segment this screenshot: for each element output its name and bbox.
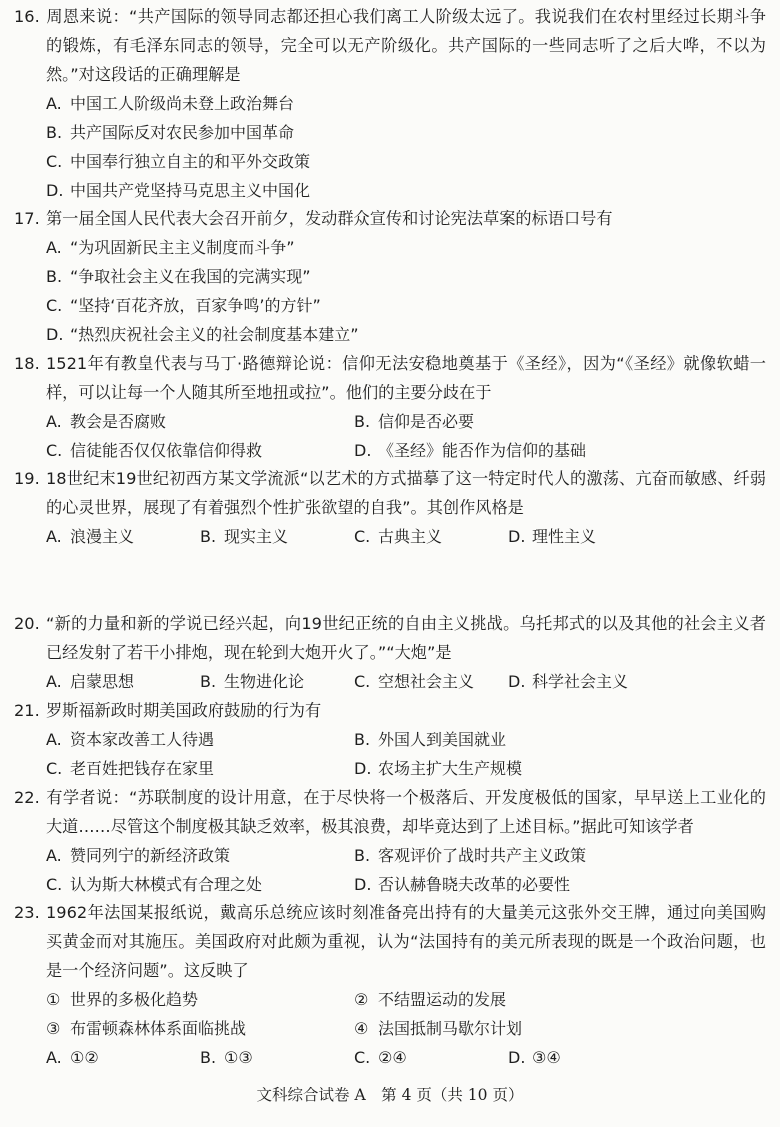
option-c (46, 436, 354, 465)
question-number: 22. (14, 788, 40, 807)
option-text: 《圣经》能否作为信仰的基础 (378, 441, 587, 460)
statement-text: 不结盟运动的发展 (378, 990, 507, 1009)
option-letter: B. (46, 123, 63, 142)
statement-list (14, 985, 766, 1043)
question-stem (14, 349, 766, 407)
option-a (46, 725, 354, 754)
option-text: 中国共产党坚持马克思主义中国化 (70, 181, 311, 200)
statement-mark: ④ (354, 1019, 369, 1038)
option-letter: A. (46, 730, 62, 749)
question-text: 周恩来说：“共产国际的领导同志都还担心我们离工人阶级太远了。我说我们在农村里经过长期斗争的锻炼，有毛泽东同志的领导，完全可以无产阶级化。共产国际的一些同志听了之后大哗，不以为然。”对这段话的正确理解是 (46, 7, 766, 84)
option-a (46, 89, 766, 118)
option-list (14, 841, 766, 899)
option-text: 空想社会主义 (378, 672, 475, 691)
option-c (46, 291, 766, 320)
option-letter: C. (354, 527, 371, 546)
question-23 (14, 898, 766, 1072)
option-text: 共产国际反对农民参加中国革命 (70, 123, 295, 142)
option-text: “坚持‘百花齐放，百家争鸣’的方针” (70, 296, 321, 315)
statement-4 (354, 1014, 662, 1043)
option-d (46, 320, 766, 349)
page-footer: 文科综合试卷 A 第 4 页（共 10 页） (256, 1086, 524, 1104)
question-16 (14, 2, 766, 205)
option-text: 现实主义 (224, 527, 289, 546)
option-d (354, 436, 662, 465)
option-text: 浪漫主义 (70, 527, 135, 546)
option-text: 否认赫鲁晓夫改革的必要性 (378, 875, 571, 894)
question-number: 21. (14, 701, 40, 720)
question-stem (14, 696, 766, 725)
option-a (46, 1043, 200, 1072)
option-list (14, 407, 766, 465)
option-d (508, 667, 662, 696)
question-text: “新的力量和新的学说已经兴起，向19世纪正统的自由主义挑战。乌托邦式的以及其他的社会主义者已经发射了若干小排炮，现在轮到大炮开火了。”“大炮”是 (46, 614, 766, 662)
option-letter: D. (46, 181, 64, 200)
option-letter: C. (46, 296, 63, 315)
question-21 (14, 696, 766, 783)
option-b (354, 841, 662, 870)
option-list (14, 667, 766, 696)
question-number: 17. (14, 209, 40, 228)
option-text: ①③ (224, 1048, 253, 1067)
option-text: “热烈庆祝社会主义的社会制度基本建立” (70, 325, 359, 344)
option-letter: D. (354, 875, 372, 894)
option-letter: A. (46, 94, 62, 113)
question-number: 18. (14, 354, 40, 373)
option-letter: B. (46, 267, 63, 286)
option-b (200, 667, 354, 696)
option-letter: C. (46, 759, 63, 778)
option-text: ②④ (378, 1048, 407, 1067)
option-letter: D. (508, 672, 526, 691)
option-letter: A. (46, 527, 62, 546)
option-d (354, 870, 662, 899)
option-list (14, 89, 766, 205)
option-text: 生物进化论 (224, 672, 305, 691)
question-number: 19. (14, 469, 40, 488)
option-b (200, 522, 354, 551)
option-letter: D. (508, 1048, 526, 1067)
option-a (46, 522, 200, 551)
option-list (14, 233, 766, 349)
statement-2 (354, 985, 662, 1014)
statement-mark: ③ (46, 1019, 61, 1038)
statement-text: 法国抵制马歇尔计划 (378, 1019, 523, 1038)
option-letter: C. (46, 441, 63, 460)
option-letter: C. (354, 1048, 371, 1067)
option-text: 中国工人阶级尚未登上政治舞台 (70, 94, 295, 113)
option-text: ①② (70, 1048, 99, 1067)
option-d (354, 754, 662, 783)
option-b (46, 262, 766, 291)
question-stem (14, 783, 766, 841)
option-text: 客观评价了战时共产主义政策 (378, 846, 587, 865)
option-a (46, 667, 200, 696)
option-letter: A. (46, 846, 62, 865)
option-c (354, 522, 508, 551)
question-stem (14, 2, 766, 89)
option-c (46, 870, 354, 899)
option-text: 科学社会主义 (532, 672, 629, 691)
question-text: 18世纪末19世纪初西方某文学流派“以艺术的方式描摹了这一特定时代人的激荡、亢奋而敏感、纤弱的心灵世界，展现了有着强烈个性扩张欲望的自我”。其创作风格是 (46, 469, 766, 517)
option-c (46, 754, 354, 783)
option-letter: B. (354, 730, 371, 749)
option-letter: A. (46, 672, 62, 691)
option-c (354, 1043, 508, 1072)
option-letter: C. (46, 152, 63, 171)
option-letter: C. (46, 875, 63, 894)
question-20 (14, 609, 766, 696)
option-text: 中国奉行独立自主的和平外交政策 (70, 152, 311, 171)
option-list (14, 725, 766, 783)
question-text: 罗斯福新政时期美国政府鼓励的行为有 (46, 701, 322, 720)
option-a (46, 407, 354, 436)
question-stem (14, 898, 766, 985)
option-text: “争取社会主义在我国的完满实现” (70, 267, 311, 286)
option-letter: D. (46, 325, 64, 344)
option-letter: B. (354, 412, 371, 431)
option-text: 认为斯大林模式有合理之处 (70, 875, 263, 894)
question-text: 1521年有教皇代表与马丁·路德辩论说：信仰无法安稳地奠基于《圣经》，因为“《圣经》就像软蜡一样，可以让每一个人随其所至地扭或拉”。他们的主要分歧在于 (46, 354, 766, 402)
statement-mark: ① (46, 990, 61, 1009)
option-letter: C. (354, 672, 371, 691)
option-text: 信仰是否必要 (378, 412, 475, 431)
question-22 (14, 783, 766, 899)
option-list (14, 1043, 766, 1072)
statement-mark: ② (354, 990, 369, 1009)
question-18 (14, 349, 766, 465)
question-number: 16. (14, 7, 40, 26)
question-text: 第一届全国人民代表大会召开前夕，发动群众宣传和讨论宪法草案的标语口号有 (46, 209, 613, 228)
statement-3 (46, 1014, 354, 1043)
option-text: 资本家改善工人待遇 (70, 730, 215, 749)
option-letter: B. (200, 527, 217, 546)
question-number: 23. (14, 903, 40, 922)
question-text: 1962年法国某报纸说，戴高乐总统应该时刻准备亮出持有的大量美元这张外交王牌，通过向美国购买黄金而对其施压。美国政府对此颇为重视，认为“法国持有的美元所表现的既是一个政治问题，也是一个经济问题”。这反映了 (46, 903, 766, 980)
option-text: 启蒙思想 (70, 672, 135, 691)
option-c (354, 667, 508, 696)
question-19 (14, 464, 766, 551)
option-a (46, 233, 766, 262)
option-text: ③④ (532, 1048, 561, 1067)
option-d (508, 1043, 662, 1072)
option-letter: B. (354, 846, 371, 865)
option-letter: A. (46, 1048, 62, 1067)
statement-text: 世界的多极化趋势 (70, 990, 199, 1009)
option-text: 老百姓把钱存在家里 (70, 759, 215, 778)
question-17 (14, 204, 766, 349)
option-b (200, 1043, 354, 1072)
question-stem (14, 464, 766, 522)
statement-1 (46, 985, 354, 1014)
option-list (14, 522, 766, 551)
option-text: 古典主义 (378, 527, 443, 546)
option-letter: B. (200, 672, 217, 691)
option-text: 信徒能否仅仅依靠信仰得救 (70, 441, 263, 460)
option-text: 理性主义 (532, 527, 597, 546)
option-letter: B. (200, 1048, 217, 1067)
option-a (46, 841, 354, 870)
option-b (354, 407, 662, 436)
option-d (46, 176, 766, 205)
question-stem (14, 204, 766, 233)
option-b (46, 118, 766, 147)
option-letter: A. (46, 412, 62, 431)
question-stem (14, 609, 766, 667)
option-c (46, 147, 766, 176)
option-d (508, 522, 662, 551)
option-letter: A. (46, 238, 62, 257)
statement-text: 布雷顿森林体系面临挑战 (70, 1019, 247, 1038)
option-text: 赞同列宁的新经济政策 (70, 846, 231, 865)
option-letter: D. (354, 441, 372, 460)
option-text: 农场主扩大生产规模 (378, 759, 523, 778)
option-letter: D. (354, 759, 372, 778)
option-letter: D. (508, 527, 526, 546)
option-text: 外国人到美国就业 (378, 730, 507, 749)
question-text: 有学者说：“苏联制度的设计用意，在于尽快将一个极落后、开发度极低的国家，早早送上工业化的大道……尽管这个制度极其缺乏效率，极其浪费，却毕竟达到了上述目标。”据此可知该学者 (46, 788, 766, 836)
option-text: 教会是否腐败 (70, 412, 167, 431)
option-text: “为巩固新民主主义制度而斗争” (70, 238, 295, 257)
option-b (354, 725, 662, 754)
question-number: 20. (14, 614, 40, 633)
